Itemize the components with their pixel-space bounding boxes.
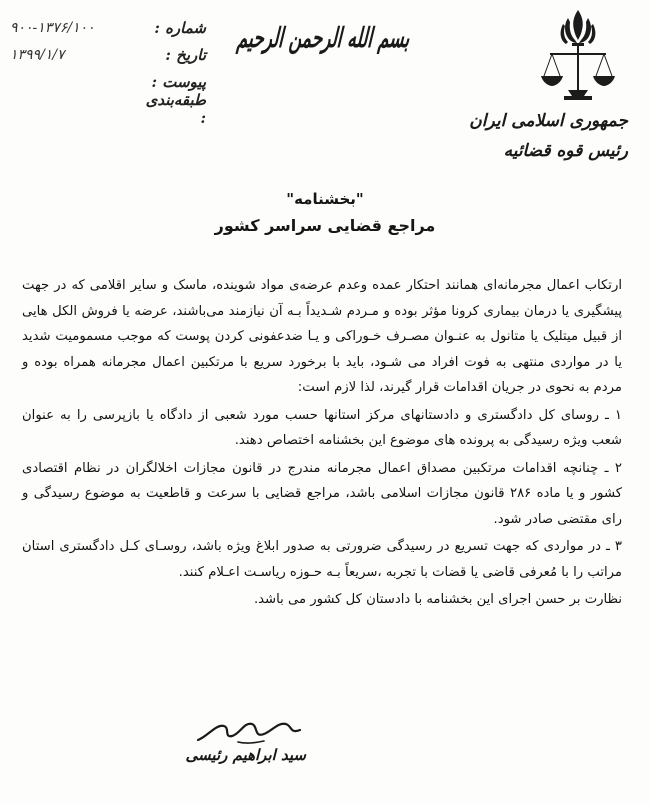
meta-number-label: شماره : <box>154 18 206 37</box>
body-closing: نظارت بر حسن اجرای این بخشنامه با دادستان کل کشور می باشد. <box>253 592 622 607</box>
meta-classification-label: طبقه‌بندی : <box>145 90 206 127</box>
document-recipient: مراجع قضایی سراسر کشور <box>214 216 436 235</box>
header-meta <box>6 14 206 127</box>
meta-classification <box>6 90 206 127</box>
body-item-3: ۳ ـ در مواردی که جهت تسریع در رسیدگی ضرورتی به صدور ابلاغ ویژه باشد، روسـای کـل دادگستری استان مراتب را با مُعرفی قاضی یا قضات با تجربه ،سریعاً بـه حـوزه ریاسـت اعـلام کنند. <box>22 539 622 580</box>
org-country: جمهوری اسلامی ایران <box>469 111 628 131</box>
meta-date-label: تاریخ : <box>165 45 206 64</box>
meta-date-value: ۱۳۹۹/۱/۷ <box>10 46 65 63</box>
meta-attachment-label: پیوست : <box>151 72 206 91</box>
judiciary-emblem-icon <box>528 6 628 110</box>
signatory-name: سید ابراهیم رئیسی <box>185 746 306 764</box>
meta-number-value: ۹۰۰-۱۳۷۶/۱۰۰ <box>10 19 95 36</box>
signature-block <box>112 716 312 786</box>
meta-number <box>6 14 206 41</box>
document-body <box>22 273 622 613</box>
basmala-text: بسم الله الرحمن الرحیم <box>235 23 411 55</box>
handwritten-signature <box>194 716 304 748</box>
organization-block <box>469 106 628 166</box>
org-office: رئیس قوه قضائیه <box>503 141 628 161</box>
document-titles <box>0 186 650 240</box>
basmala-calligraphy <box>235 8 411 70</box>
body-item-1: ۱ ـ روسای کل دادگستری و دادستانهای مرکز استانها حسب مورد شعبی از دادگاه یا بازپرسی را به عنوان شعب ویژه رسیدگی به پرونده های موضوع این بخشنامه اختصاص دهند. <box>22 407 622 448</box>
document-title: "بخشنامه" <box>286 190 364 208</box>
body-intro-paragraph: ارتکاب اعمال مجرمانه‌ای همانند احتکار عمده وعدم عرضه‌ی مواد شوینده، ماسک و سایر اقلامی که در جهت پیشگیری یا درمان بیماری کرونا مؤثر بوده و مـردم شـدیداً بـه آن نیازمند می‌باشند، عرضه یا فروش الکل هایی از قبیل میتلیک یا متانول به عنـوان مصـرف خـوراکی و یـا ضدعفونی کردن پوست که موجب مسمومیت شدید یا در مواردی منتهی به فوت افراد می شـود، باید با برخورد سریع با مرتکبین اعمال مجرمانه همراه بوده و مردم به نحوی در جریان اقدامات قرار گیرند، لذا لازم است: <box>22 278 622 395</box>
meta-date <box>6 41 206 68</box>
body-item-2: ۲ ـ چنانچه اقدامات مرتکبین مصداق اعمال مجرمانه مندرج در قانون مجازات اخلالگران در نظام اقتصادی کشور و یا ماده ۲۸۶ قانون مجازات اسلامی باشد، مراجع قضایی با سرعت و قاطعیت به موضوع رسیدگی و رای مقتضی صادر شود. <box>22 460 622 527</box>
